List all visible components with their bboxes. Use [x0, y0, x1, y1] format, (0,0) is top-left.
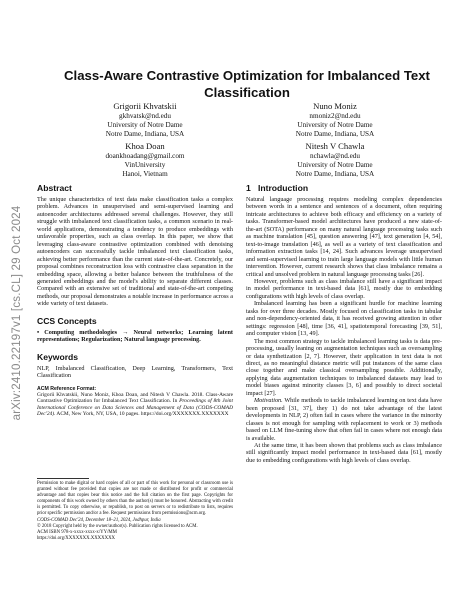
- keywords-heading: Keywords: [37, 351, 79, 362]
- intro-paragraph: Natural language processing requires modeling complex dependencies between words in a sentence and sentences of a document, often requiring intricate architectures to achieve both efficacy and efficiency on a variety of tasks. Transformer-based model architectures have produced a new state-of-the-art (SOTA) performance on many natural language processing tasks such as machine translation [45], question answering [47], text generation [4, 54], text-to-image translation [46], as well as a variety of text classification and information extraction tasks [14, 24]. Such advances leverage unsupervised and semi-supervised learning to train large language models with little human intervention. However, current research shows that class imbalance remains a critical and unsolved problem in natural language processing tasks [26].: [246, 196, 442, 278]
- copyright-line: © 2018 Copyright held by the owner/author(s). Publication rights licensed to ACM.: [37, 524, 198, 530]
- author-block: [70, 141, 220, 179]
- doi-link[interactable]: https://doi.org/XXXXXXX.XXXXXXX: [37, 536, 115, 542]
- abstract-text: The unique characteristics of text data make classification tasks a complex problem. Advances in unsupervised and semi-supervised learning and autoencoder architectures addressed several challenges. However, they still struggle with imbalanced text classification tasks, a common scenario in real-world applications, demonstrating a tendency to produce embeddings with unfavorable properties, such as class overlap. In this paper, we show that leveraging class-aware contrastive optimization combined with denoising autoencoders can successfully tackle imbalanced text classification tasks, achieving better performance than the current state-of-the-art. Concretely, our proposal combines reconstruction loss with contrastive class separation in the embedding space, allowing a better balance between the truthfulness of the generated embeddings and the model's ability to separate different classes. Compared with an extensive set of traditional and state-of-the-art competing methods, our proposal demonstrates a notable increase in performance across a wide variety of text datasets.: [37, 196, 233, 308]
- author-email[interactable]: nchawla@nd.edu: [310, 152, 360, 160]
- permission-footnote: [37, 481, 233, 542]
- author-email[interactable]: doankhoadang@gmail.com: [105, 152, 185, 160]
- author-block: [260, 101, 410, 139]
- author-block: [70, 101, 220, 139]
- intro-paragraph: Imbalanced learning has been a significant hurdle for machine learning tasks for over three decades. Mostly focused on classification tasks in tabular and non-dependency-oriented data, it has received growing attention in other settings: regression [48], time [36, 41], spatiotemporal forecasting [39, 51], and computer vision [13, 49].: [246, 300, 442, 338]
- author-affiliation: University of Notre Dame: [297, 161, 373, 169]
- section-heading: 1 Introduction: [246, 183, 309, 193]
- author-location: Hanoi, Vietnam: [122, 170, 168, 178]
- ccs-concepts: • Computing methodologies → Neural networks; Learning latent representations; Regularization; Natural language processing.: [37, 328, 233, 344]
- conference-line: CODS-COMAD Dec'24, December 18–21, 2024, Jodhpur, India: [37, 518, 161, 524]
- author-name: Nuno Moniz: [313, 101, 357, 111]
- intro-paragraph: At the same time, it has been shown that problems such as class imbalance still significantly impact model performance in text-based data [61], mostly due to embedding configurations with high levels of class overlap.: [246, 441, 442, 464]
- acm-reference-heading: ACM Reference Format:: [37, 385, 97, 392]
- abstract-heading: Abstract: [37, 183, 72, 193]
- acm-reference-text: Grigorii Khvatskii, Nuno Moniz, Khoa Doan, and Nitesh V Chawla. 2018. Class-Aware Contrastive Optimization for Imbalanced Text Classification. In Proceedings of 8th Joint International Conference on Data Sciences and Management of Data (CODS-COMAD Dec'24). ACM, New York, NY, USA, 10 pages. https://doi.org/XXXXXXX.XXXXXXX: [37, 391, 233, 418]
- author-location: Notre Dame, Indiana, USA: [295, 170, 375, 178]
- isbn-line: ACM ISBN 978-x-xxxx-xxxx-x/YY/MM: [37, 530, 117, 536]
- author-affiliation: University of Notre Dame: [297, 121, 373, 129]
- author-email[interactable]: gkhvatsk@nd.edu: [119, 112, 171, 120]
- author-name: Nitesh V Chawla: [305, 141, 365, 151]
- left-column: [37, 183, 233, 418]
- paper-title: Class-Aware Contrastive Optimization for Imbalanced Text Classification: [64, 68, 430, 100]
- author-name: Grigorii Khvatskii: [113, 101, 177, 111]
- author-location: Notre Dame, Indiana, USA: [105, 130, 185, 138]
- author-location: Notre Dame, Indiana, USA: [295, 130, 375, 138]
- right-column: [246, 183, 442, 464]
- permission-text: Permission to make digital or hard copies of all or part of this work for personal or classroom use is granted without fee provided that copies are not made or distributed for profit or commercial advantage and that copies bear this notice and the full citation on the first page. Copyrights for components of this work owned by others than the author(s) must be honored. Abstracting with credit is permitted. To copy otherwise, or republish, to post on servers or to redistribute to lists, requires prior specific permission and/or a fee. Request permissions from permissions@acm.org.: [37, 481, 233, 516]
- arxiv-identifier: arXiv:2410.22197v1 [cs.CL] 29 Oct 2024: [11, 205, 23, 420]
- intro-paragraph: Motivation. While methods to tackle imbalanced learning on text data have been proposed [31, 37], they 1) do not take advantage of the latest developments in NLP, 2) often fail in cases where the variance in the minority classes is not enough for sampling with replacement to work or 3) methods based on LLM fine-tuning show that often fail in cases where not enough data is available.: [246, 397, 442, 442]
- footnote-rule: [37, 478, 89, 479]
- ccs-heading: CCS Concepts: [37, 315, 97, 326]
- author-affiliation: VinUniversity: [124, 161, 166, 169]
- author-block: [260, 141, 410, 179]
- intro-paragraph: However, problems such as class imbalance still have a significant impact in model performance in text-based data [61], mostly due to embedding configurations with high levels of class overlap.: [246, 277, 442, 300]
- acm-reference: [37, 386, 233, 418]
- intro-paragraph: The most common strategy to tackle imbalanced learning tasks is data pre-processing, usually leaning on augmentation techniques such as oversampling or data synthetization [2, 7]. However, their application in text data is not direct, as no meaningful distance metric will put instances of the same class close together and make classical oversampling possible. Additionally, applying data augmentation techniques to imbalanced datasets may lead to model biases against minority classes [3, 6] and possibly to direct societal impact [27].: [246, 337, 442, 397]
- keywords-text: NLP, Imbalanced Classification, Deep Learning, Transformers, Text Classification: [37, 364, 233, 380]
- author-email[interactable]: nmoniz2@nd.edu: [309, 112, 361, 120]
- author-affiliation: University of Notre Dame: [107, 121, 183, 129]
- author-name: Khoa Doan: [125, 141, 165, 151]
